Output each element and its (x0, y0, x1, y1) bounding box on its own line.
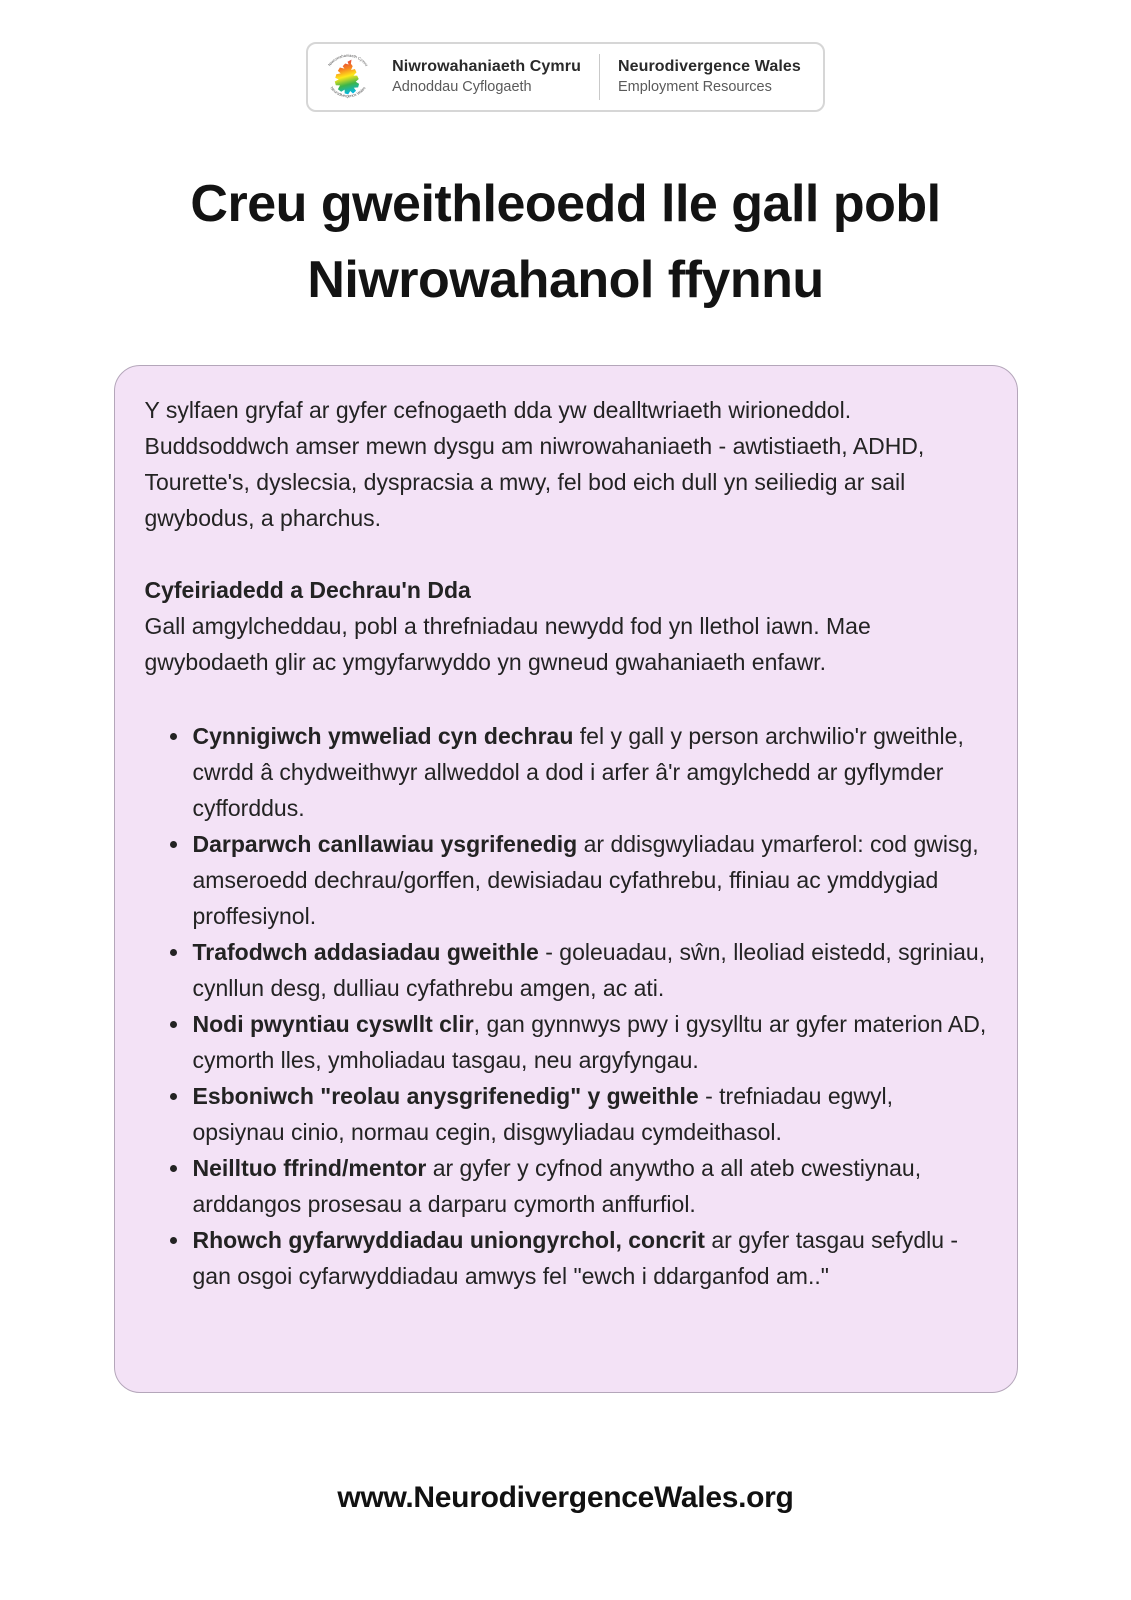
list-item-body: , gan gynnwys pwy i gysylltu ar gyfer materion AD, cymorth lles, ymholiadau tasgau, neu argyfyngau. (192, 1010, 987, 1073)
brand-title-welsh: Niwrowahaniaeth Cymru (392, 58, 581, 76)
list-item-body: fel y gall y person archwilio'r gweithle, cwrdd â chydweithwyr allweddol a dod i arfer â'r amgylchedd ar gyflymder cyfforddus. (192, 722, 964, 821)
wales-map-logo-icon (322, 51, 374, 103)
brand-english (618, 56, 801, 97)
list-item-lead: Trafodwch addasiadau gweithle (192, 938, 539, 965)
logo-card (306, 42, 825, 112)
website-url: www.NeurodivergenceWales.org (337, 1480, 794, 1514)
guidance-list (145, 718, 987, 1294)
logo-header (0, 0, 1131, 112)
logo-arc-bottom-text: Neurodivergence Wales (329, 85, 367, 99)
intro-paragraph: Y sylfaen gryfaf ar gyfer cefnogaeth dda yw dealltwriaeth wirioneddol. Buddsoddwch amser mewn dysgu am niwrowahaniaeth - awtistiaeth, ADHD, Tourette's, dyslecsia, dyspracsia a mwy, fel bod eich dull yn seiliedig ar sail gwybodus, a pharchus. (144, 396, 925, 531)
section-intro: Gall amgylcheddau, pobl a threfniadau newydd fod yn llethol iawn. Mae gwybodaeth glir ac ymgyfarwyddo yn gwneud gwahaniaeth enfawr. (144, 612, 871, 675)
list-item-lead: Nodi pwyntiau cyswllt clir (192, 1010, 474, 1037)
list-item (191, 1150, 987, 1222)
list-item-body: - trefniadau egwyl, opsiynau cinio, normau cegin, disgwyliadau cymdeithasol. (192, 1082, 894, 1145)
section-heading: Cyfeiriadedd a Dechrau'n Dda (144, 576, 471, 603)
list-item (191, 1006, 987, 1078)
list-item-body: - goleuadau, sŵn, lleoliad eistedd, sgriniau, cynllun desg, dulliau cyfathrebu amgen, ac ati. (192, 938, 986, 1001)
list-item (191, 1222, 987, 1294)
list-item-body: ar gyfer tasgau sefydlu - gan osgoi cyfarwyddiadau amwys fel "ewch i ddarganfod am.." (192, 1226, 959, 1289)
list-item-lead: Darparwch canllawiau ysgrifenedig (192, 830, 578, 857)
list-item-lead: Rhowch gyfarwyddiadau uniongyrchol, concrit (192, 1226, 705, 1253)
list-item-body: ar gyfer y cyfnod anywtho a all ateb cwestiynau, arddangos prosesau a darparu cymorth anffurfiol. (192, 1154, 922, 1217)
footer (0, 1481, 1131, 1515)
brand-subtitle-welsh: Adnoddau Cyflogaeth (392, 79, 532, 96)
list-item-lead: Esboniwch "reolau anysgrifenedig" y gweithle (192, 1082, 699, 1109)
list-item-lead: Cynnigiwch ymweliad cyn dechrau (192, 722, 574, 749)
list-item (191, 1078, 987, 1150)
brand-welsh (392, 56, 581, 97)
brand-divider (599, 54, 600, 100)
list-item (191, 934, 987, 1006)
content-card (114, 365, 1018, 1393)
list-item (191, 826, 987, 934)
brand-title-english: Neurodivergence Wales (617, 58, 801, 76)
page-title: Creu gweithleoedd lle gall pobl Niwrowahanol ffynnu (190, 175, 941, 310)
list-item-body: ar ddisgwyliadau ymarferol: cod gwisg, amseroedd dechrau/gorffen, dewisiadau cyfathrebu, ffiniau ac ymddygiad proffesiynol. (192, 830, 979, 929)
brand-subtitle-english: Employment Resources (617, 79, 772, 96)
logo-arc-top-text: Niwrowahaniaeth Cymru (326, 52, 370, 68)
list-item (191, 718, 987, 826)
list-item-lead: Neilltuo ffrind/mentor (192, 1154, 427, 1181)
